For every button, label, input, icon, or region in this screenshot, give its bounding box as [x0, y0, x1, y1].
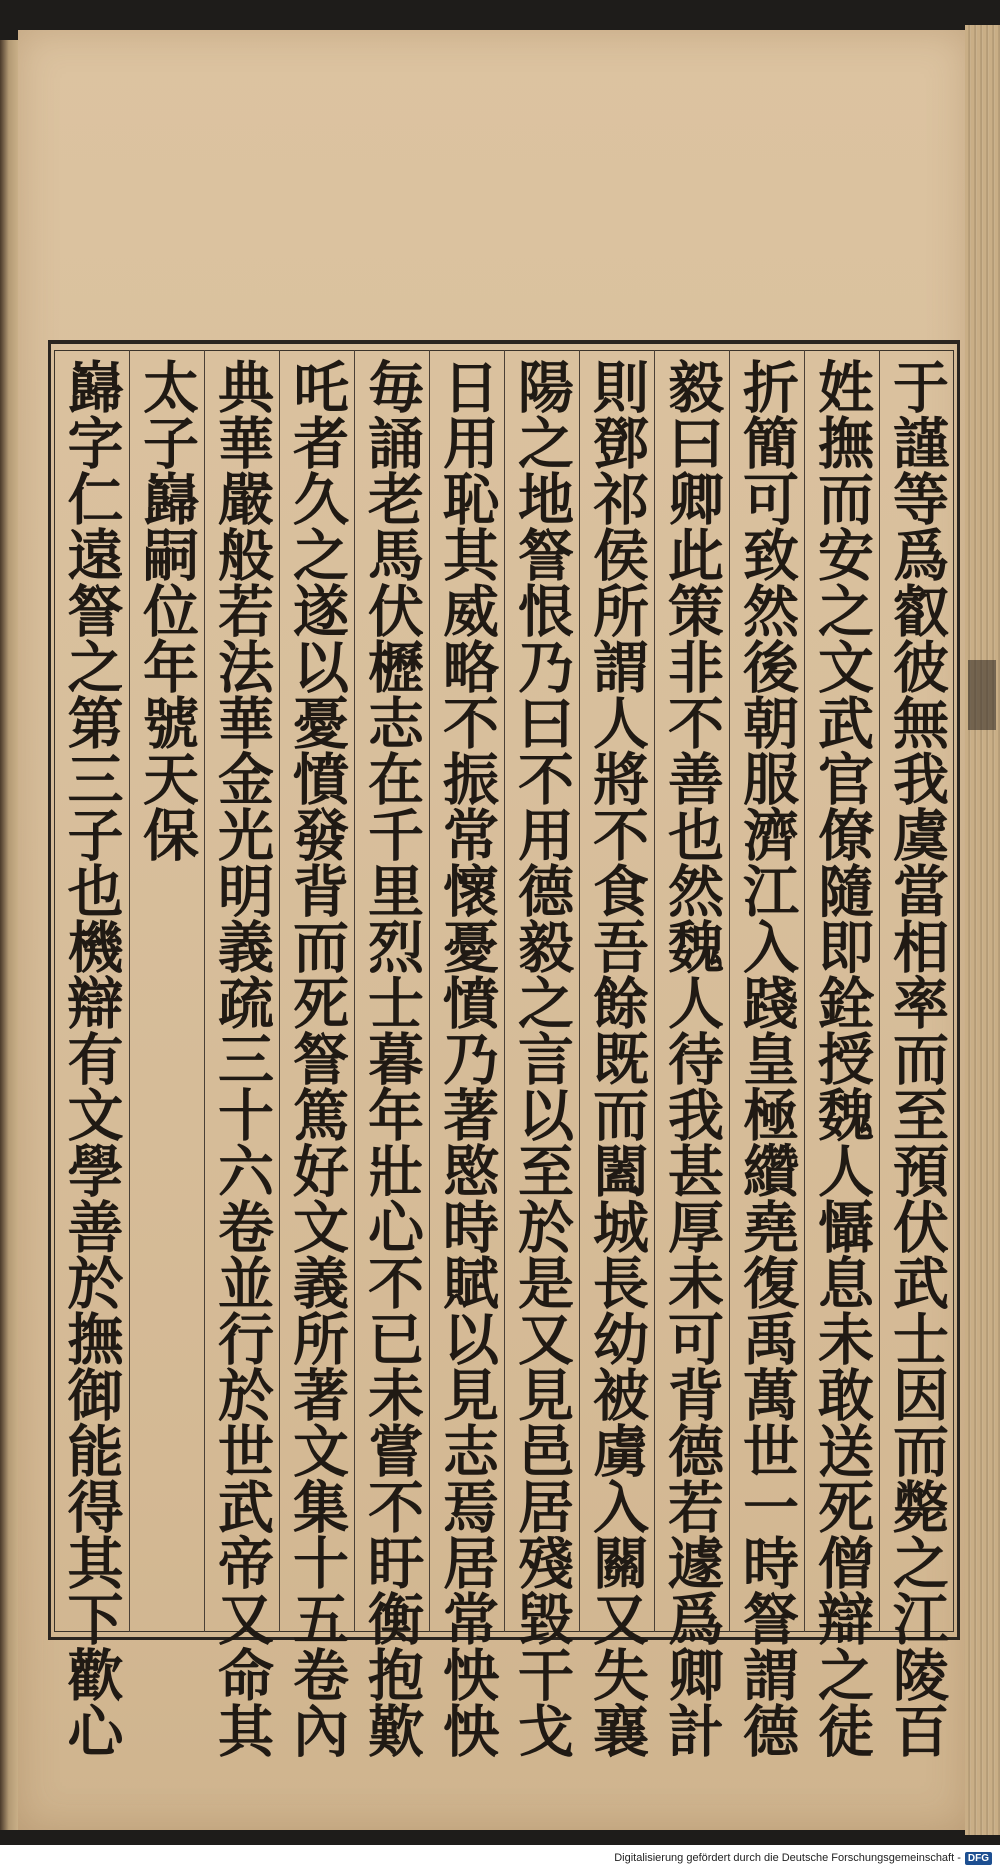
text-column: [504, 350, 579, 1758]
text-column: [879, 350, 954, 1758]
book-right-edge: [965, 25, 1000, 1835]
column-text: 于謹等爲叡彼無我虞當相率而至預伏武士因而斃之江陵百: [884, 358, 950, 1758]
text-column: [429, 350, 504, 1758]
column-text: 則鄧祁侯所謂人將不食吾餘既而闔城長幼被虜入關又失襄: [584, 358, 650, 1758]
text-column: [654, 350, 729, 1758]
column-text: 太子巋嗣位年號天保: [134, 358, 200, 862]
column-text: 巋字仁遠詧之第三子也機辯有文學善於撫御能得其下歡心: [58, 358, 125, 1758]
text-column: [729, 350, 804, 1758]
column-text: 日用恥其威略不振常懷憂憤乃著愍時賦以見志焉居常怏怏: [434, 358, 500, 1758]
column-text: 毅曰卿此策非不善也然魏人待我甚厚未可背德若遽爲卿計: [659, 358, 725, 1758]
column-text: 典華嚴般若法華金光明義疏三十六卷並行於世武帝又命其: [209, 358, 275, 1758]
column-text: 吒者久之遂以憂憤發背而死詧篤好文義所著文集十五卷內: [284, 358, 350, 1758]
column-text: 毎誦老馬伏櫪志在千里烈士暮年壯心不已未嘗不盱衡抱歎: [359, 358, 425, 1758]
digitization-credit: [614, 1848, 992, 1868]
column-text: 折簡可致然後朝服濟江入踐皇極纘堯復禹萬世一時詧謂德: [734, 358, 800, 1758]
text-column: [279, 350, 354, 1758]
text-column: [804, 350, 879, 1758]
text-column: [579, 350, 654, 1758]
credit-text: Digitalisierung gefördert durch die Deutsche Forschungsgemeinschaft -: [614, 1852, 961, 1864]
text-column: [354, 350, 429, 1758]
text-columns: [54, 350, 954, 1758]
column-text: 姓撫而安之文武官僚隨即銓授魏人懾息未敢送死僧辯之徒: [809, 358, 875, 1758]
text-column: [54, 350, 129, 1758]
dfg-logo: DFG: [965, 1852, 992, 1865]
text-column: [129, 350, 204, 1632]
margin-mark: [968, 660, 996, 730]
text-column: [204, 350, 279, 1758]
column-text: 陽之地詧恨乃曰不用德毅之言以至於是又見邑居殘毀干戈: [509, 358, 575, 1758]
